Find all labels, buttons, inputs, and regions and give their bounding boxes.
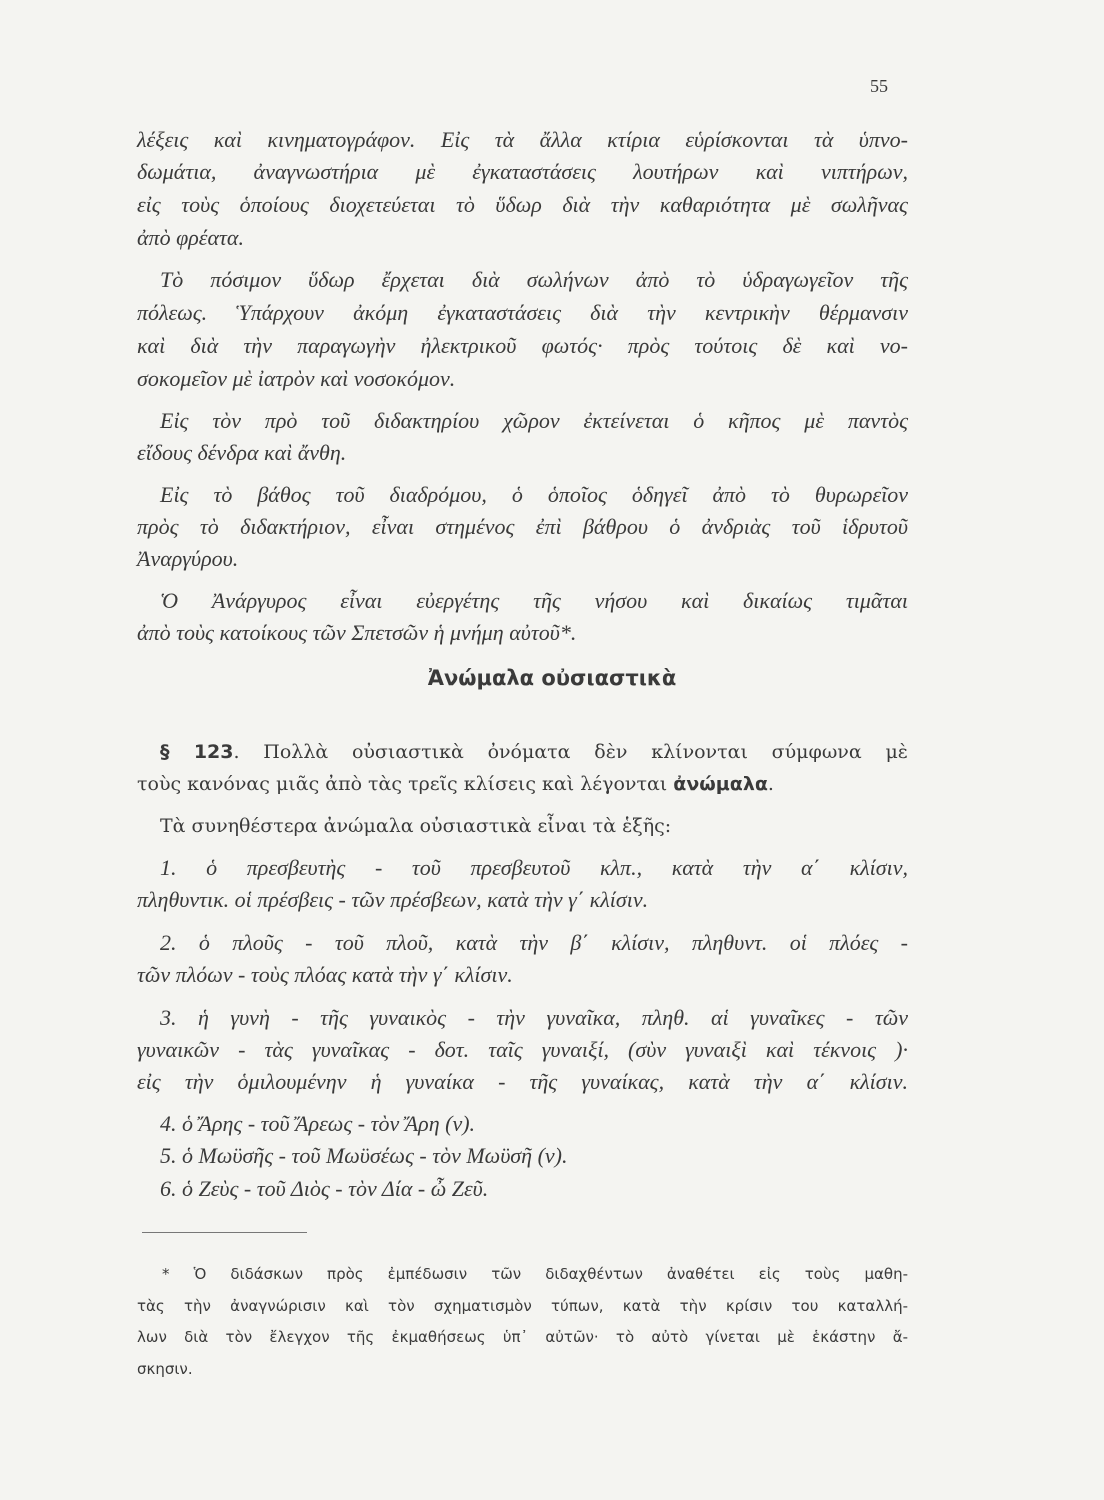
- text-line: εἰς τὴν ὁμιλουμένην ἡ γυναίκα - τῆς γυναίκας, κατὰ τὴν α΄ κλίσιν.: [137, 1069, 908, 1094]
- list-item: 5. ὁ Μωϋσῆς - τοῦ Μωϋσέως - τὸν Μωϋσῆ (ν).: [160, 1143, 568, 1168]
- text-line: τῶν πλόων - τοὺς πλόας κατὰ τὴν γ΄ κλίσιν.: [137, 962, 513, 987]
- text-line: λέξεις καὶ κινηματογράφον. Εἰς τὰ ἄλλα κτίρια εὑρίσκονται τὰ ὑπνο-: [137, 127, 908, 152]
- text-line: ἀπὸ τοὺς κατοίκους τῶν Σπετσῶν ἡ μνήμη αὐτοῦ*.: [137, 620, 577, 645]
- text-span: . Πολλὰ οὐσιαστικὰ ὀνόματα δὲν κλίνονται σύμφωνα μὲ: [233, 741, 908, 763]
- footnote-line: * Ὁ διδάσκων πρὸς ἐμπέδωσιν τῶν διδαχθέντων ἀναθέτει εἰς τοὺς μαθη-: [162, 1265, 908, 1283]
- text-span: τοὺς κανόνας μιᾶς ἀπὸ τὰς τρεῖς κλίσεις καὶ λέγονται: [137, 773, 668, 795]
- footnote-line: λων διὰ τὸν ἔλεγχον τῆς ἐκμαθήσεως ὑπ᾽ αὐτῶν· τὸ αὐτὸ γίνεται μὲ ἑκάστην ἄ-: [137, 1328, 908, 1346]
- footnote-line: σκησιν.: [137, 1360, 193, 1378]
- text-span: .: [767, 773, 774, 795]
- text-line: Εἰς τὸ βάθος τοῦ διαδρόμου, ὁ ὁποῖος ὁδηγεῖ ἀπὸ τὸ θυρωρεῖον: [160, 482, 908, 507]
- text-line: καὶ διὰ τὴν παραγωγὴν ἠλεκτρικοῦ φωτός· πρὸς τούτοις δὲ καὶ νο-: [137, 333, 908, 358]
- text-line: πρὸς τὸ διδακτήριον, εἶναι στημένος ἐπὶ βάθρου ὁ ἀνδριὰς τοῦ ἱδρυτοῦ: [137, 514, 908, 539]
- section-heading: Ἀνώμαλα οὐσιαστικὰ: [427, 666, 677, 690]
- text-line: Εἰς τὸν πρὸ τοῦ διδακτηρίου χῶρον ἐκτείνεται ὁ κῆπος μὲ παντὸς: [160, 408, 908, 433]
- list-item: 6. ὁ Ζεὺς - τοῦ Διὸς - τὸν Δία - ὦ Ζεῦ.: [160, 1176, 489, 1201]
- text-line: δωμάτια, ἀναγνωστήρια μὲ ἐγκαταστάσεις λουτήρων καὶ νιπτήρων,: [137, 159, 908, 184]
- text-line: σοκομεῖον μὲ ἰατρὸν καὶ νοσοκόμον.: [137, 366, 456, 391]
- text-line: γυναικῶν - τὰς γυναῖκας - δοτ. ταῖς γυναιξί, (σὺν γυναιξὶ καὶ τέκνοις )·: [137, 1037, 908, 1062]
- footnote-divider: [142, 1232, 307, 1233]
- text-line: Τὸ πόσιμον ὕδωρ ἔρχεται διὰ σωλήνων ἀπὸ τὸ ὑδραγωγεῖον τῆς: [160, 267, 908, 292]
- list-item: 4. ὁ Ἄρης - τοῦ Ἄρεως - τὸν Ἄρη (ν).: [160, 1111, 476, 1136]
- bold-term: ἀνώμαλα: [673, 773, 768, 795]
- section-number: § 123: [160, 741, 234, 763]
- page-number: 55: [870, 76, 888, 96]
- text-line: [137, 770, 908, 798]
- text-line: πληθυντικ. οἱ πρέσβεις - τῶν πρέσβεων, κατὰ τὴν γ΄ κλίσιν.: [137, 887, 649, 912]
- text-line: Τὰ συνηθέστερα ἀνώμαλα οὐσιαστικὰ εἶναι τὰ ἑξῆς:: [160, 815, 672, 837]
- text-line: 3. ἡ γυνὴ - τῆς γυναικὸς - τὴν γυναῖκα, πληθ. αἱ γυναῖκες - τῶν: [160, 1005, 908, 1030]
- text-line: 1. ὁ πρεσβευτὴς - τοῦ πρεσβευτοῦ κλπ., κατὰ τὴν α΄ κλίσιν,: [160, 855, 908, 880]
- text-line: ἀπὸ φρέατα.: [137, 225, 244, 250]
- footnote-line: τὰς τὴν ἀναγνώρισιν καὶ τὸν σχηματισμὸν τύπων, κατὰ τὴν κρίσιν του καταλλή-: [137, 1297, 908, 1315]
- text-line: Ὁ Ἀνάργυρος εἶναι εὐεργέτης τῆς νήσου καὶ δικαίως τιμᾶται: [160, 588, 908, 613]
- text-line: Ἀναργύρου.: [137, 546, 239, 571]
- text-line: εἰς τοὺς ὁποίους διοχετεύεται τὸ ὕδωρ διὰ τὴν καθαριότητα μὲ σωλῆνας: [137, 192, 908, 217]
- text-line: 2. ὁ πλοῦς - τοῦ πλοῦ, κατὰ τὴν β΄ κλίσιν, πληθυντ. οἱ πλόες -: [160, 930, 908, 955]
- text-line: πόλεως. Ὑπάρχουν ἀκόμη ἐγκαταστάσεις διὰ τὴν κεντρικὴν θέρμανσιν: [137, 300, 908, 325]
- text-line: [160, 738, 908, 766]
- text-line: εἴδους δένδρα καὶ ἄνθη.: [137, 440, 347, 465]
